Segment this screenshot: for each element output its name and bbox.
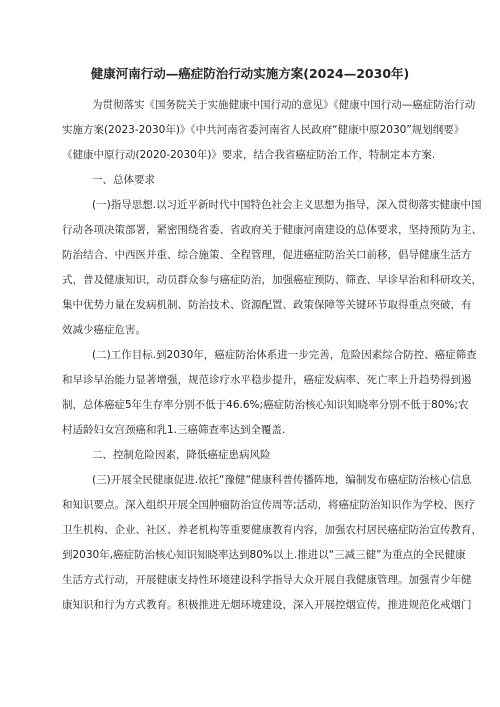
section-heading: 一、总体要求 <box>92 174 155 186</box>
paragraph-line: 防治结合、中西医并重、综合施策、全程管理，促进癌症防治关口前移，倡导健康生活方 <box>62 249 472 261</box>
paragraph-line: 为贯彻落实《国务院关于实施健康中国行动的意见》《健康中国行动—癌症防治行动 <box>92 99 476 111</box>
document-title: 健康河南行动—癌症防治行动实施方案(2024—2030年) <box>90 66 410 81</box>
paragraph-line: (三)开展全民健康促进.依托“豫健“健康科普传播阵地，编制发布癌症防治核心信息 <box>92 474 472 486</box>
section-heading: 二、控制危险因素，降低癌症患病风险 <box>92 449 271 461</box>
paragraph-line: 式，普及健康知识，动员群众参与癌症防治，加强癌症预防、筛查、早诊早治和科研攻关， <box>62 274 482 286</box>
paragraph-line: 集中优势力量在发病机制、防治技术、资源配置、政策保障等关键环节取得重点突破，有 <box>62 299 472 311</box>
paragraph-line: 和知识要点。深入组织开展全国肿瘤防治宣传周等;活动，将癌症防治知识作为学校、医疗 <box>62 499 476 511</box>
paragraph-line: 效减少癌症危害。 <box>62 324 146 336</box>
paragraph-line: 实施方案(2023-2030年)》《中共河南省委河南省人民政府“健康中原2030”规划纲要》 <box>62 124 465 136</box>
paragraph-line: 卫生机构、企业、社区、养老机构等重要健康教育内容，加强农村居民癌症防治宣传教育， <box>62 524 482 536</box>
paragraph-line: 到2030年,癌症防治核心知识知晓率达到80%以上.推进以“三减三健”为重点的全民健康 <box>62 549 466 561</box>
paragraph-line: 《健康中原行动(2020-2030年)》要求，结合我省癌症防治工作，特制定本方案. <box>62 149 436 161</box>
paragraph-line: 行动各项决策部署，紧密围绕省委、省政府关于健康河南建设的总体要求，坚持预防为主、 <box>62 224 482 236</box>
paragraph-line: 和早诊早治能力显著增强，规范诊疗水平稳步提升，癌症发病率、死亡率上升趋势得到遏 <box>62 374 472 386</box>
paragraph-line: 康知识和行为方式教育。积极推进无烟环境建设，深入开展控烟宣传，推进规范化戒烟门 <box>62 599 472 611</box>
paragraph-line: (一)指导思想.以习近平新时代中国特色社会主义思想为指导，深入贯彻落实健康中国 <box>92 199 482 211</box>
paragraph-line: 生活方式行动，开展健康支持性环境建设科学指导大众开展自我健康管理。加强青少年健 <box>62 574 472 586</box>
paragraph-line: (二)工作目标.到2030年，癌症防治体系进一步完善，危险因素综合防控、癌症筛查 <box>92 349 477 361</box>
paragraph-line: 村适龄妇女宫颈癌和乳1.三癌筛查率达到全覆盖. <box>62 424 286 436</box>
paragraph-line: 制，总体癌症5年生存率分别不低于46.6%;癌症防治核心知识知晓率分别不低于80%;农 <box>62 399 469 411</box>
